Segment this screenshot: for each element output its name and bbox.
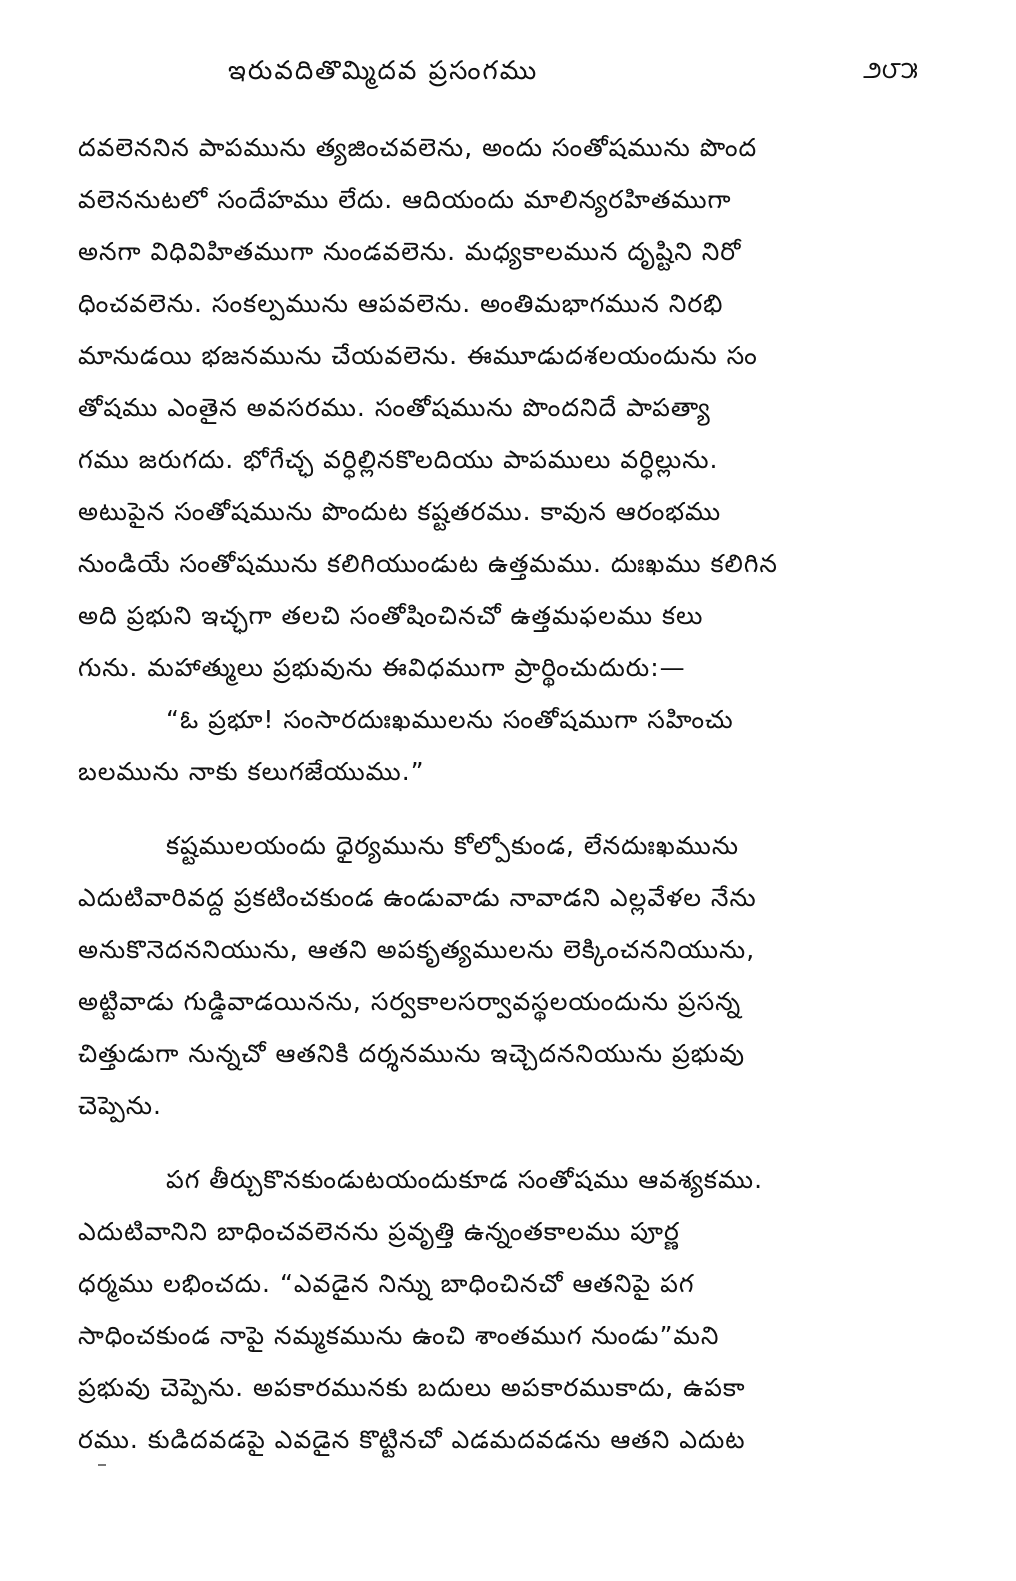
- text-line: రము. కుడిదవడపై ఎవడైన కొట్టినచో ఎడమదవడను ఆతని ఎదుట: [78, 1425, 746, 1454]
- text-line: నుండియే సంతోషమును కలిగియుండుట ఉత్తమము. దుఃఖము కలిగిన: [78, 549, 778, 578]
- text-line: అనగా విధివిహితముగా నుండవలెను. మధ్యకాలమున దృష్టిని నిరో: [78, 237, 742, 266]
- text-line: పగ తీర్చుకొనకుండుటయందుకూడ సంతోషము ఆవశ్యకము.: [166, 1165, 764, 1194]
- text-line: వలెననుటలో సందేహము లేదు. ఆదియందు మాలిన్యరహితముగా: [78, 185, 732, 214]
- text-line: తోషము ఎంతైన అవసరము. సంతోషమును పొందనిదే పాపత్యా: [78, 393, 711, 422]
- text-line: చెప్పెను.: [78, 1091, 162, 1120]
- text-line: ఎదుటివారివద్ద ప్రకటించకుండ ఉండువాడు నావాడని ఎల్లవేళల నేను: [78, 883, 757, 912]
- text-line: ఎదుటివానిని బాధించవలెనను ప్రవృత్తి ఉన్నంతకాలము పూర్ణ: [78, 1217, 680, 1246]
- text-line: “ఓ ప్రభూ! సంసారదుఃఖములను సంతోషముగా సహించు: [166, 705, 734, 734]
- text-line: ధర్మము లభించదు. “ఎవడైన నిన్ను బాధించినచో ఆతనిపై పగ: [78, 1269, 695, 1298]
- text-line: అటుపైన సంతోషమును పొందుట కష్టతరము. కావున ఆరంభము: [78, 497, 722, 526]
- paragraph-3: [78, 820, 926, 1132]
- print-smudge: [98, 1464, 106, 1466]
- text-line: ప్రభువు చెప్పెను. అపకారమునకు బదులు అపకారముకాదు, ఉపకా: [78, 1373, 746, 1402]
- text-line: కష్టములయందు ధైర్యమును కోల్పోకుండ, లేనదుఃఖమును: [166, 831, 740, 860]
- text-line: చిత్తుడుగా నున్నచో ఆతనికి దర్శనమును ఇచ్చెదననియును ప్రభువు: [78, 1039, 746, 1068]
- page-header: [78, 50, 926, 94]
- page-number: ౨౮౫: [863, 56, 918, 84]
- text-line: గము జరుగదు. భోగేచ్ఛ వర్ధిల్లినకొలదియు పాపములు వర్ధిల్లును.: [78, 445, 719, 474]
- text-line: ధించవలెను. సంకల్పమును ఆపవలెను. అంతిమభాగమున నిరభి: [78, 289, 724, 318]
- text-line: అది ప్రభుని ఇచ్ఛగా తలచి సంతోషించినచో ఉత్తమఫలము కలు: [78, 601, 704, 630]
- text-line: దవలెననిన పాపమును త్యజించవలెను, అందు సంతోషమును పొంద: [78, 133, 758, 162]
- paragraph-2-quote: [78, 694, 926, 798]
- text-line: సాధించకుండ నాపై నమ్మకమును ఉంచి శాంతముగ నుండు”మని: [78, 1321, 720, 1350]
- paragraph-1: [78, 122, 926, 694]
- paragraph-4: [78, 1154, 926, 1466]
- running-head: ఇరువదితొమ్మిదవ ప్రసంగము: [228, 56, 539, 86]
- text-line: బలమును నాకు కలుగజేయుము.”: [78, 757, 425, 786]
- text-line: మానుడయి భజనమును చేయవలెను. ఈమూడుదశలయందును సం: [78, 341, 758, 370]
- text-line: అట్టివాడు గుడ్డివాడయినను, సర్వకాలసర్వావస్థలయందును ప్రసన్న: [78, 987, 742, 1016]
- text-line: అనుకొనెదననియును, ఆతని అపకృత్యములను లెక్కించననియును,: [78, 935, 756, 964]
- text-line: గును. మహాత్ములు ప్రభువును ఈవిధముగా ప్రార్థించుదురు:—: [78, 653, 686, 682]
